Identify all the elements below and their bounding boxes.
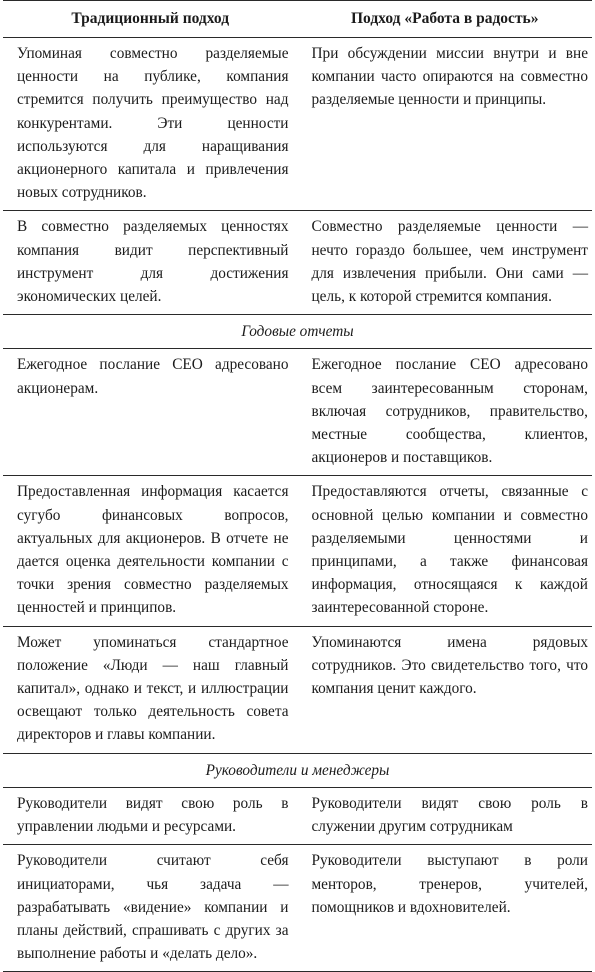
header-joy-at-work: Подход «Работа в радость» — [298, 1, 593, 38]
table-row — [3, 211, 592, 315]
cell-joy-at-work: Предоставляются отчеты, связанные с основной целью компании и совместно разделяемыми ценностями и принципами, а также финансовая информация, относящаяся к каждой заинтересованной стороне. — [298, 476, 593, 626]
section-title: Годовые отчеты — [3, 315, 592, 349]
header-traditional: Традиционный подход — [3, 1, 298, 38]
cell-traditional: Руководители видят свою роль в управлении людьми и ресурсами. — [3, 787, 298, 844]
cell-joy-at-work: При обсуждении миссии внутри и вне компании часто опираются на совместно разделяемые ценности и принципы. — [298, 38, 593, 211]
table-row — [3, 38, 592, 211]
table-row — [3, 626, 592, 753]
table-row — [3, 349, 592, 476]
cell-traditional: Ежегодное послание CEO адресовано акционерам. — [3, 349, 298, 476]
table-row — [3, 845, 592, 972]
table-row — [3, 787, 592, 844]
section-row-leaders-managers — [3, 753, 592, 787]
cell-joy-at-work: Ежегодное послание CEO адресовано всем заинтересованным сторонам, включая сотрудников, правительство, местные сообщества, клиентов, акционеров и поставщиков. — [298, 349, 593, 476]
cell-joy-at-work: Руководители выступают в роли менторов, тренеров, учителей, помощников и вдохновителей. — [298, 845, 593, 972]
cell-traditional: В совместно разделяемых ценностях компания видит перспективный инструмент для достижения экономических целей. — [3, 211, 298, 315]
section-row-annual-reports — [3, 315, 592, 349]
cell-traditional: Упоминая совместно разделяемые ценности на публике, компания стремится получить преимущество над конкурентами. Эти ценности используются для наращивания акционерного капитала и привлечения новых сотрудников. — [3, 38, 298, 211]
cell-joy-at-work: Руководители видят свою роль в служении другим сотрудникам — [298, 787, 593, 844]
comparison-table — [3, 0, 592, 972]
cell-joy-at-work: Упоминаются имена рядовых сотрудников. Это свидетельство того, что компания ценит каждого. — [298, 626, 593, 753]
cell-joy-at-work: Совместно разделяемые ценности — нечто гораздо большее, чем инструмент для извлечения прибыли. Они сами — цель, к которой стремится компания. — [298, 211, 593, 315]
table-row — [3, 476, 592, 626]
cell-traditional: Предоставленная информация касается сугубо финансовых вопросов, актуальных для акционеров. В отчете не дается оценка деятельности компании с точки зрения совместно разделяемых ценностей и принципов. — [3, 476, 298, 626]
header-row — [3, 1, 592, 38]
cell-traditional: Может упоминаться стандартное положение «Люди — наш главный капитал», однако и текст, и иллюстрации освещают только деятельность совета директоров и главы компании. — [3, 626, 298, 753]
section-title: Руководители и менеджеры — [3, 753, 592, 787]
cell-traditional: Руководители считают себя инициаторами, чья задача — разрабатывать «видение» компании и планы действий, спрашивать с других за выполнение работы и «делать дело». — [3, 845, 298, 972]
